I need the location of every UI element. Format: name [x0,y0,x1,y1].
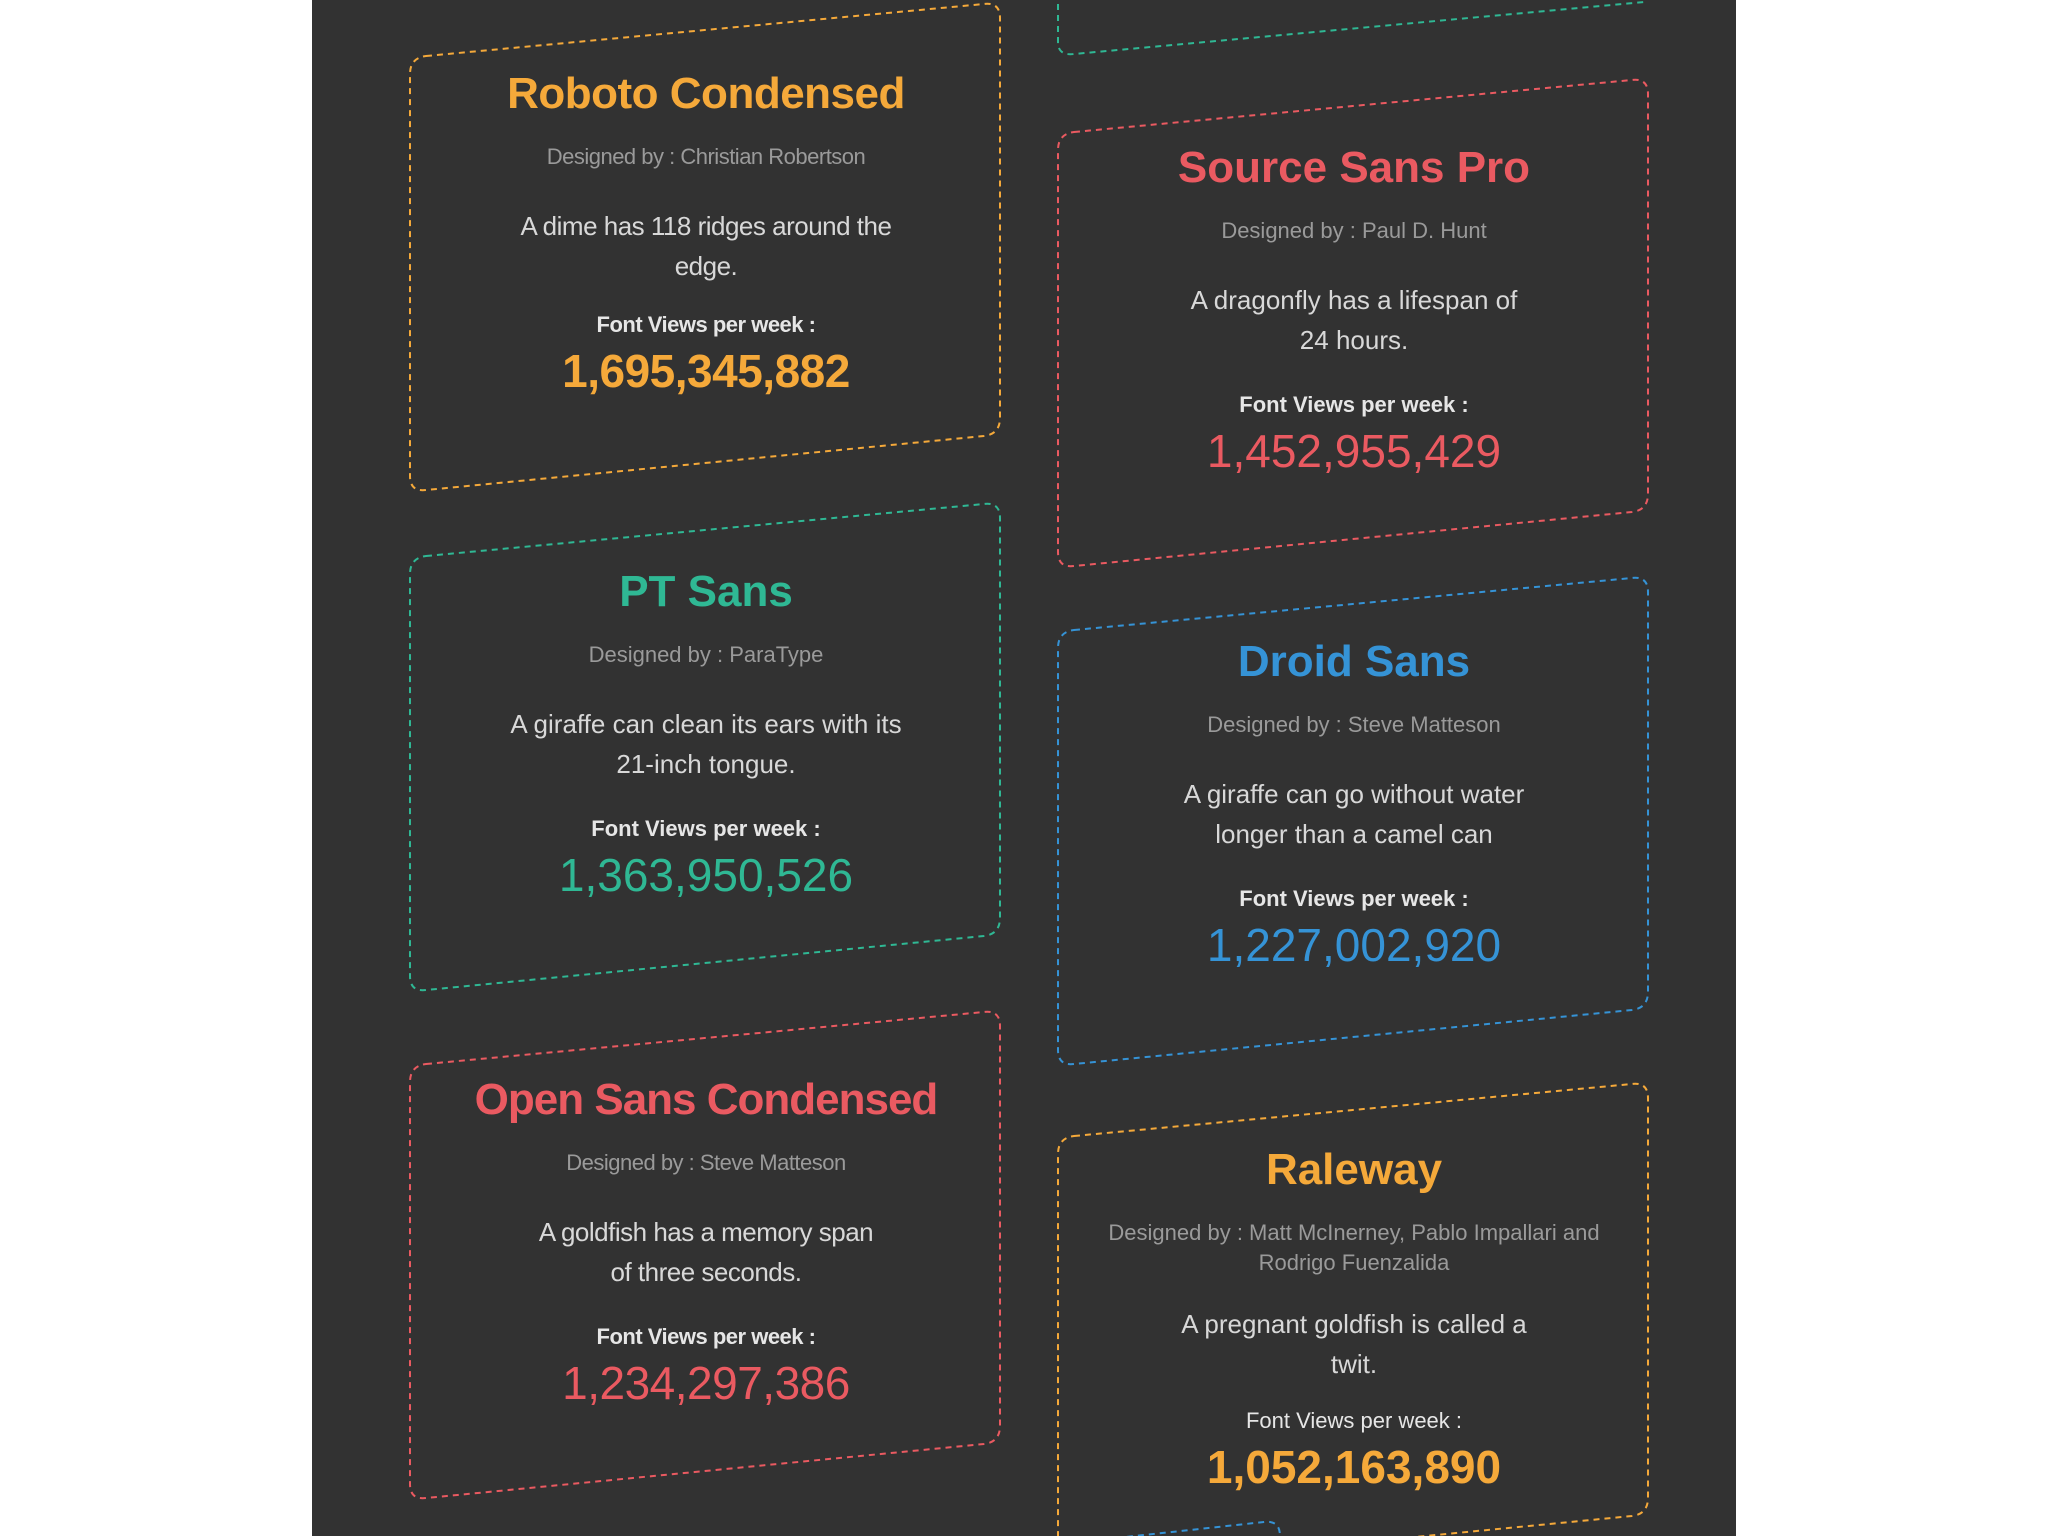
font-name: Raleway [1265,1145,1443,1194]
designer-credit: Designed by : Steve Matteson [566,1150,846,1175]
views-label: Font Views per week : [591,816,821,841]
views-count: 1,234,297,386 [562,1357,850,1409]
views-count: 1,363,950,526 [558,849,854,901]
font-name: Open Sans Condensed [474,1075,938,1124]
views-count: 1,227,002,920 [1206,919,1502,971]
views-label: Font Views per week : [596,312,816,337]
font-name: PT Sans [619,567,793,616]
views-label: Font Views per week : [1239,886,1469,911]
font-card-droid-sans [1056,574,1652,1074]
infographic-canvas [312,0,1736,1536]
views-count: 1,052,163,890 [1206,1441,1502,1493]
designer-credit: Designed by : Matt McInerney, Pablo Impallari and Rodrigo Fuenzalida [1108,1220,1600,1275]
designer-credit: Designed by : Paul D. Hunt [1221,218,1487,243]
views-label: Font Views per week : [1239,392,1469,417]
fun-fact: A giraffe can go without water longer than a camel can [1183,779,1525,849]
font-card-source-sans-pro [1056,76,1652,576]
fun-fact: A giraffe can clean its ears with its 21-inch tongue. [510,709,902,779]
font-name: Source Sans Pro [1177,143,1531,192]
partial-card-top-right [1056,0,1656,60]
designer-credit: Designed by : Steve Matteson [1207,712,1501,737]
fun-fact: A dime has 118 ridges around the edge. [520,211,892,281]
views-label: Font Views per week : [1245,1408,1463,1433]
views-count: 1,695,345,882 [562,345,850,397]
font-card-pt-sans [408,500,1004,1000]
font-name: Roboto Condensed [507,69,905,118]
font-card-roboto-condensed [408,0,1004,500]
views-label: Font Views per week : [596,1324,816,1349]
designer-credit: Designed by : Christian Robertson [546,144,866,169]
font-name: Droid Sans [1237,637,1471,686]
designer-credit: Designed by : ParaType [588,642,824,667]
font-card-raleway [1056,1080,1652,1536]
fun-fact: A pregnant goldfish is called a twit. [1181,1309,1527,1379]
font-card-open-sans-condensed [408,1008,1004,1508]
fun-fact: A goldfish has a memory span of three seconds. [538,1217,874,1287]
fun-fact: A dragonfly has a lifespan of 24 hours. [1190,285,1518,355]
views-count: 1,452,955,429 [1206,425,1502,477]
